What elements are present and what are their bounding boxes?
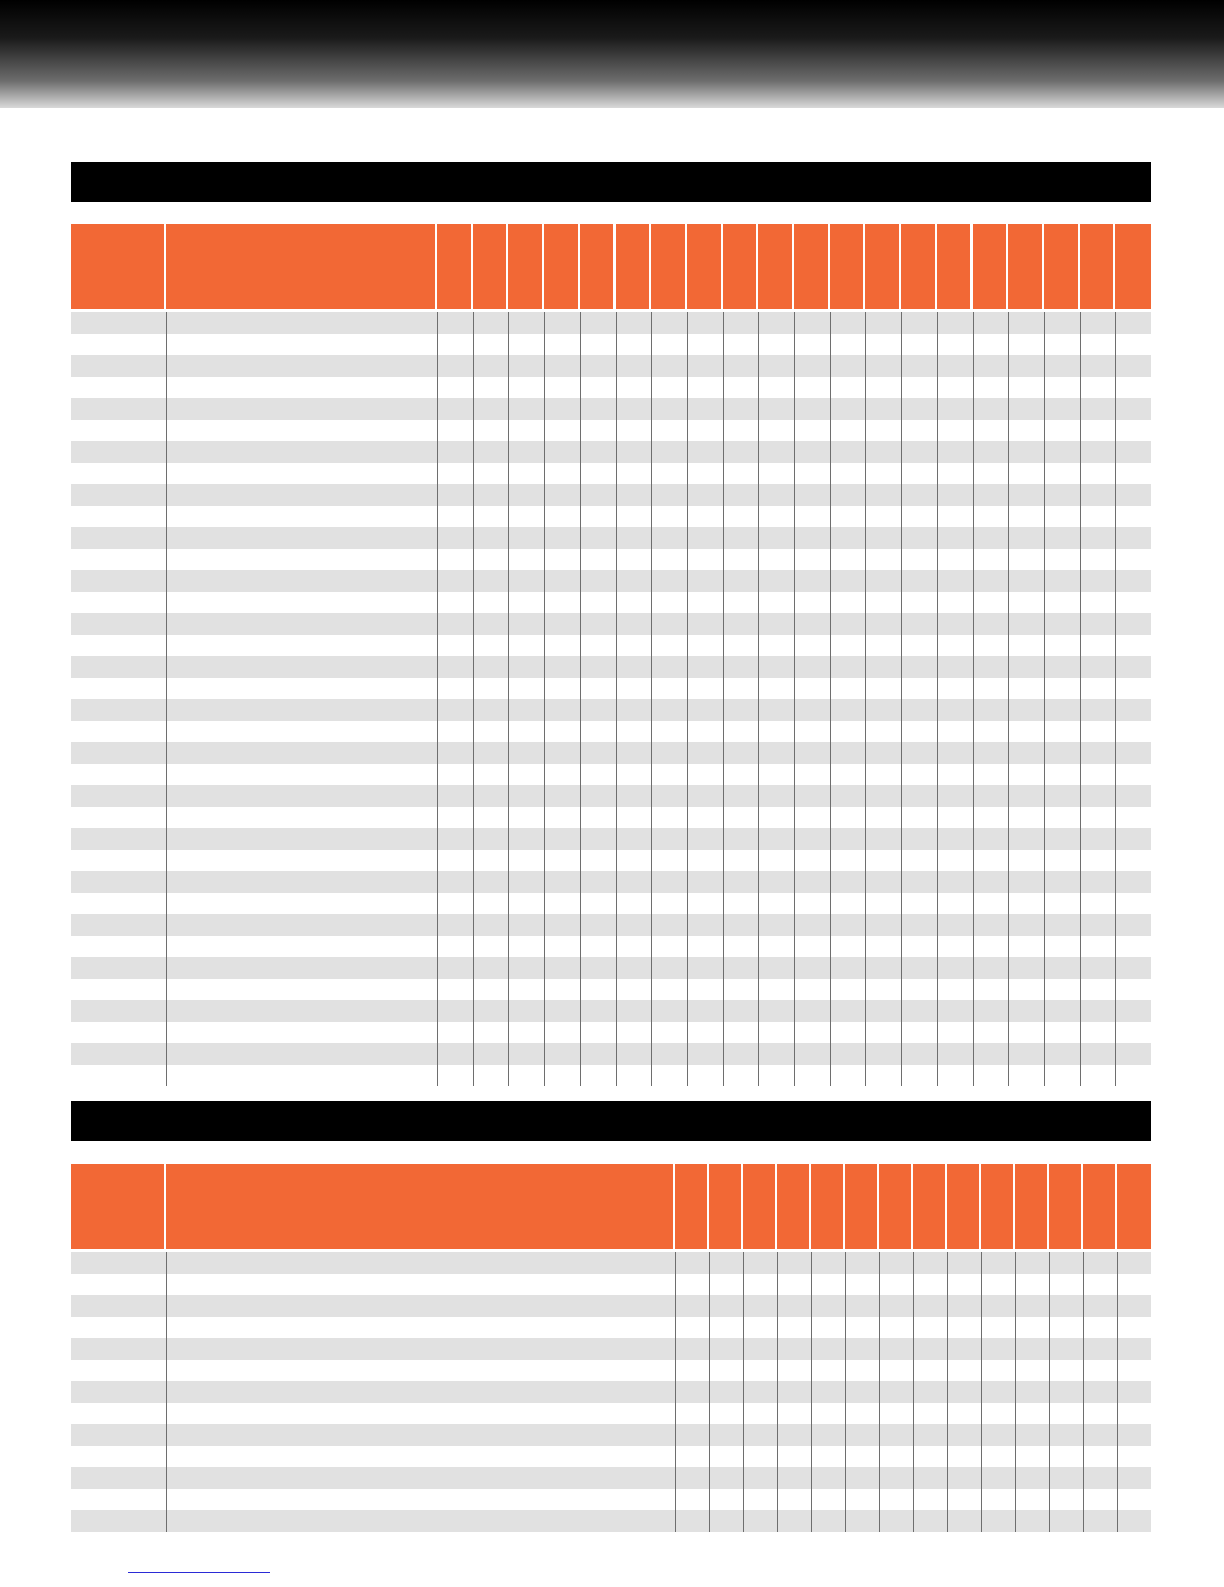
table-row [71, 398, 1151, 420]
table-row [71, 764, 1151, 786]
column-divider [1080, 312, 1081, 1086]
table-2-header-cell [166, 1164, 673, 1249]
table-row [71, 871, 1151, 893]
table-2-header-cell [1015, 1164, 1047, 1249]
table-row [71, 355, 1151, 377]
column-divider [166, 1252, 167, 1532]
table-row [71, 957, 1151, 979]
table-row [71, 635, 1151, 657]
table-row [71, 1467, 1151, 1489]
footer-link[interactable] [128, 1572, 270, 1587]
table-row [71, 936, 1151, 958]
table-2-header-cell [1083, 1164, 1115, 1249]
table-row [71, 420, 1151, 442]
column-divider [687, 312, 688, 1086]
table-row [71, 1424, 1151, 1446]
table-1-header-cell [937, 224, 971, 309]
column-divider [794, 312, 795, 1086]
table-2-header-cell [675, 1164, 707, 1249]
table-row [71, 828, 1151, 850]
section-1-title-bar [71, 162, 1151, 202]
column-divider [973, 312, 974, 1086]
table-row [71, 441, 1151, 463]
table-2-header-cell [743, 1164, 775, 1249]
table-row [71, 1252, 1151, 1274]
table-1-header-cell [1115, 224, 1151, 309]
column-divider [845, 1252, 846, 1532]
table-2-header-cell [845, 1164, 877, 1249]
table-2-header-cell [981, 1164, 1013, 1249]
table-1-header-cell [166, 224, 435, 309]
table-row [71, 807, 1151, 829]
table-row [71, 506, 1151, 528]
column-divider [777, 1252, 778, 1532]
column-divider [508, 312, 509, 1086]
table-row [71, 484, 1151, 506]
table-1-header-cell [723, 224, 757, 309]
table-2 [71, 1164, 1151, 1530]
section-2-title-bar [71, 1101, 1151, 1141]
table-row [71, 527, 1151, 549]
column-divider [1115, 312, 1116, 1086]
table-row [71, 1317, 1151, 1339]
table-1 [71, 224, 1151, 1086]
table-row [71, 377, 1151, 399]
table-2-header-cell [879, 1164, 911, 1249]
table-1-header-cell [1008, 224, 1042, 309]
table-row [71, 312, 1151, 334]
table-row [71, 570, 1151, 592]
column-divider [901, 312, 902, 1086]
table-row [71, 1065, 1151, 1087]
table-1-header-cell [758, 224, 792, 309]
table-row [71, 1446, 1151, 1468]
table-1-header-cell [508, 224, 542, 309]
table-1-header-cell [687, 224, 721, 309]
table-1-header-cell [71, 224, 164, 309]
table-row [71, 979, 1151, 1001]
table-row [71, 1295, 1151, 1317]
table-1-header-cell [616, 224, 650, 309]
table-row [71, 1043, 1151, 1065]
column-divider [580, 312, 581, 1086]
column-divider [947, 1252, 948, 1532]
column-divider [1049, 1252, 1050, 1532]
table-row [71, 678, 1151, 700]
table-1-header-cell [1080, 224, 1114, 309]
table-row [71, 1510, 1151, 1532]
table-1-header-cell [580, 224, 614, 309]
table-row [71, 613, 1151, 635]
table-row [71, 334, 1151, 356]
table-2-header-cell [913, 1164, 945, 1249]
column-divider [1117, 1252, 1118, 1532]
table-1-header-cell [544, 224, 578, 309]
table-row [71, 1338, 1151, 1360]
table-1-header-cell [1044, 224, 1078, 309]
table-row [71, 1381, 1151, 1403]
column-divider [1044, 312, 1045, 1086]
column-divider [1008, 312, 1009, 1086]
table-row [71, 893, 1151, 915]
column-divider [709, 1252, 710, 1532]
column-divider [544, 312, 545, 1086]
table-row [71, 463, 1151, 485]
table-2-header-cell [947, 1164, 979, 1249]
table-2-header-cell [71, 1164, 164, 1249]
table-row [71, 914, 1151, 936]
column-divider [437, 312, 438, 1086]
table-row [71, 1489, 1151, 1511]
table-row [71, 785, 1151, 807]
table-2-header-cell [1049, 1164, 1081, 1249]
column-divider [723, 312, 724, 1086]
table-2-header-cell [1117, 1164, 1151, 1249]
column-divider [913, 1252, 914, 1532]
column-divider [1015, 1252, 1016, 1532]
table-row [71, 742, 1151, 764]
table-row [71, 1022, 1151, 1044]
table-2-header-cell [811, 1164, 843, 1249]
table-row [71, 850, 1151, 872]
column-divider [1083, 1252, 1084, 1532]
table-1-header-cell [973, 224, 1007, 309]
table-1-header-cell [865, 224, 899, 309]
table-1-header-cell [473, 224, 507, 309]
column-divider [616, 312, 617, 1086]
table-row [71, 1000, 1151, 1022]
column-divider [166, 312, 167, 1086]
table-2-header-cell [709, 1164, 741, 1249]
column-divider [879, 1252, 880, 1532]
table-1-header-cell [830, 224, 864, 309]
table-row [71, 1403, 1151, 1425]
column-divider [981, 1252, 982, 1532]
column-divider [937, 312, 938, 1086]
table-1-header-cell [901, 224, 935, 309]
table-row [71, 549, 1151, 571]
table-1-header-cell [794, 224, 828, 309]
column-divider [675, 1252, 676, 1532]
column-divider [473, 312, 474, 1086]
column-divider [811, 1252, 812, 1532]
column-divider [651, 312, 652, 1086]
table-row [71, 1360, 1151, 1382]
table-1-header-cell [437, 224, 471, 309]
table-1-header-cell [651, 224, 685, 309]
column-divider [743, 1252, 744, 1532]
top-banner [0, 0, 1224, 108]
table-row [71, 1274, 1151, 1296]
table-row [71, 699, 1151, 721]
column-divider [865, 312, 866, 1086]
table-row [71, 592, 1151, 614]
table-row [71, 656, 1151, 678]
column-divider [758, 312, 759, 1086]
table-2-header-cell [777, 1164, 809, 1249]
table-row [71, 721, 1151, 743]
column-divider [830, 312, 831, 1086]
